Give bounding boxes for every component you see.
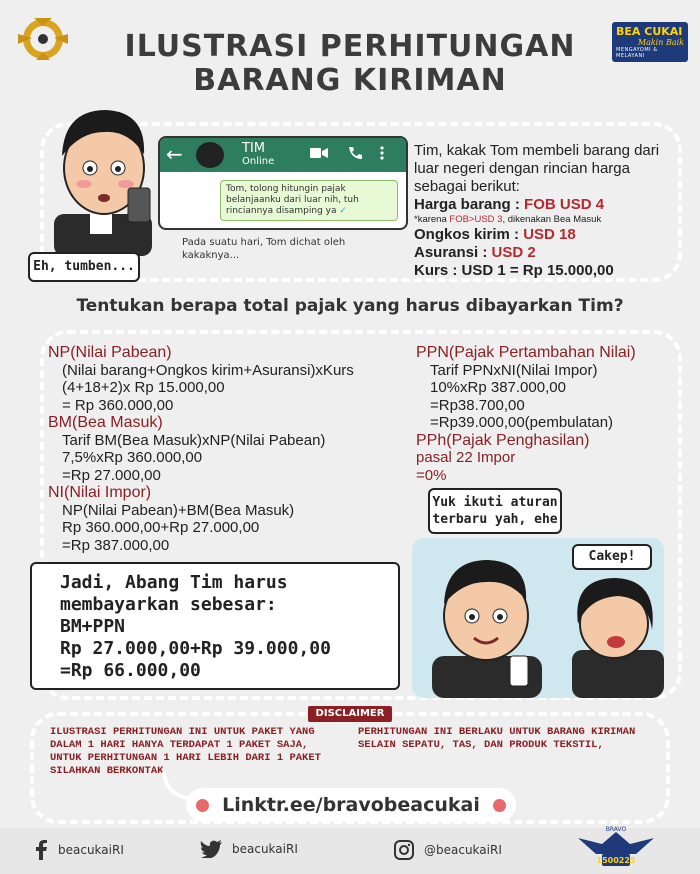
asuransi-row: Asuransi : USD 2	[414, 244, 536, 261]
purchase-details	[414, 142, 684, 280]
pph-line: =0%	[416, 466, 447, 484]
summary-line: Rp 27.000,00+Rp 39.000,00	[60, 638, 331, 659]
story-caption: Pada suatu hari, Tom dichat oleh kakaknya...	[182, 237, 346, 261]
contact-avatar	[196, 142, 224, 168]
ni-line: Rp 360.000,00+Rp 27.000,00	[62, 519, 260, 536]
np-line: (Nilai barang+Ongkos kirim+Asuransi)xKurs	[62, 361, 354, 379]
bm-line: 7,5%xRp 360.000,00	[62, 449, 203, 466]
summary-box	[30, 562, 400, 690]
left-calculation	[48, 344, 428, 554]
page-title: ILUSTRASI PERHITUNGAN BARANG KIRIMAN	[124, 29, 576, 98]
disclaimer-right-text: PERHITUNGAN INI BERLAKU UNTUK BARANG KIRIMAN SELAIN SEPATU, TAS, DAN PRODUK TEKSTIL,	[358, 726, 636, 751]
tom-character-illustration	[44, 96, 162, 256]
ppn-line: 10%xRp 387.000,00	[430, 379, 566, 396]
ppn-line: Tarif PPNxNI(Nilai Impor)	[430, 361, 598, 379]
twitter-account[interactable]: beacukaiRI	[200, 840, 298, 858]
facebook-account[interactable]: beacukaiRI	[34, 840, 124, 860]
video-call-icon[interactable]	[310, 146, 328, 160]
chat-window	[158, 136, 408, 230]
bm-heading: BM(Bea Masuk)	[48, 414, 163, 431]
more-options-icon[interactable]	[378, 146, 386, 160]
pph-heading: PPh(Pajak Penghasilan)	[416, 431, 590, 449]
summary-line: membayarkan sebesar:	[60, 594, 277, 615]
question-heading: Tentukan berapa total pajak yang harus dibayarkan Tim?	[76, 296, 624, 316]
bea-masuk-note: *karena FOB>USD 3, dikenakan Bea Masuk	[414, 214, 602, 225]
pph-line: pasal 22 Impor	[416, 449, 516, 466]
contact-status: Online	[242, 156, 275, 167]
ongkir-row: Ongkos kirim : USD 18	[414, 226, 576, 243]
summary-line: BM+PPN	[60, 616, 126, 637]
ppn-line: =Rp39.000,00(pembulatan)	[430, 414, 614, 431]
np-heading: NP(Nilai Pabean)	[48, 344, 172, 361]
linktree-link[interactable]: Linktr.ee/bravobeacukai	[186, 788, 516, 822]
right-calculation	[416, 344, 686, 484]
svg-text:BRAVO: BRAVO	[605, 826, 627, 833]
ni-line: NP(Nilai Pabean)+BM(Bea Masuk)	[62, 501, 295, 519]
ni-line: =Rp 387.000,00	[62, 536, 170, 554]
summary-line: =Rp 66.000,00	[60, 660, 201, 681]
disclaimer-left-text: ILUSTRASI PERHITUNGAN INI UNTUK PAKET YANG DALAM 1 HARI HANYA TERDAPAT 1 PAKET SAJA, UNTUK PERHITUNGAN 1 HARI LEBIH DARI 1 PAKET SILAHKAN BERKONTAK	[50, 726, 321, 777]
phone-call-icon[interactable]	[346, 146, 364, 160]
np-line: (4+18+2)x Rp 15.000,00	[62, 379, 225, 396]
read-check-icon: ✓	[339, 206, 347, 216]
bea-cukai-logo: BEA CUKAI Makin Baik MENGAYOMI & MELAYANI	[612, 22, 688, 62]
svg-text:1500225: 1500225	[596, 856, 636, 865]
bravo-logo	[576, 824, 656, 870]
ni-heading: NI(Nilai Impor)	[48, 484, 152, 501]
kurs-row: Kurs : USD 1 = Rp 15.000,00	[414, 262, 614, 279]
dot-icon	[493, 799, 506, 812]
instagram-icon	[394, 840, 414, 860]
harga-row: Harga barang : FOB USD 4	[414, 196, 605, 213]
chat-message-bubble: Tom, tolong hitungin pajak belanjaanku dari luar nih, tuh rinciannya disamping ya ✓	[220, 180, 398, 221]
tom-reaction-bubble: Eh, tumben...	[28, 252, 140, 282]
chat-header	[160, 138, 406, 172]
purchase-intro: Tim, kakak Tom membeli barang dari luar negeri dengan rincian harga sebagai berikut:	[414, 142, 660, 195]
tom-speech-bubble: Yuk ikuti aturan terbaru yah, ehe	[428, 488, 562, 534]
back-arrow-icon[interactable]: ←	[166, 142, 183, 166]
np-line: = Rp 360.000,00	[62, 396, 174, 414]
ppn-line: =Rp38.700,00	[430, 396, 525, 414]
dot-icon	[196, 799, 209, 812]
bm-line: =Rp 27.000,00	[62, 466, 161, 484]
summary-line: Jadi, Abang Tim harus	[60, 572, 288, 593]
disclaimer-badge: DISCLAIMER	[308, 706, 392, 722]
bm-line: Tarif BM(Bea Masuk)xNP(Nilai Pabean)	[62, 431, 326, 449]
facebook-icon	[34, 840, 48, 860]
contact-name: TIM	[242, 141, 265, 156]
instagram-account[interactable]: @beacukaiRI	[394, 840, 502, 860]
ppn-heading: PPN(Pajak Pertambahan Nilai)	[416, 344, 636, 361]
girl-speech-bubble: Cakep!	[572, 544, 652, 570]
twitter-icon	[200, 840, 222, 858]
